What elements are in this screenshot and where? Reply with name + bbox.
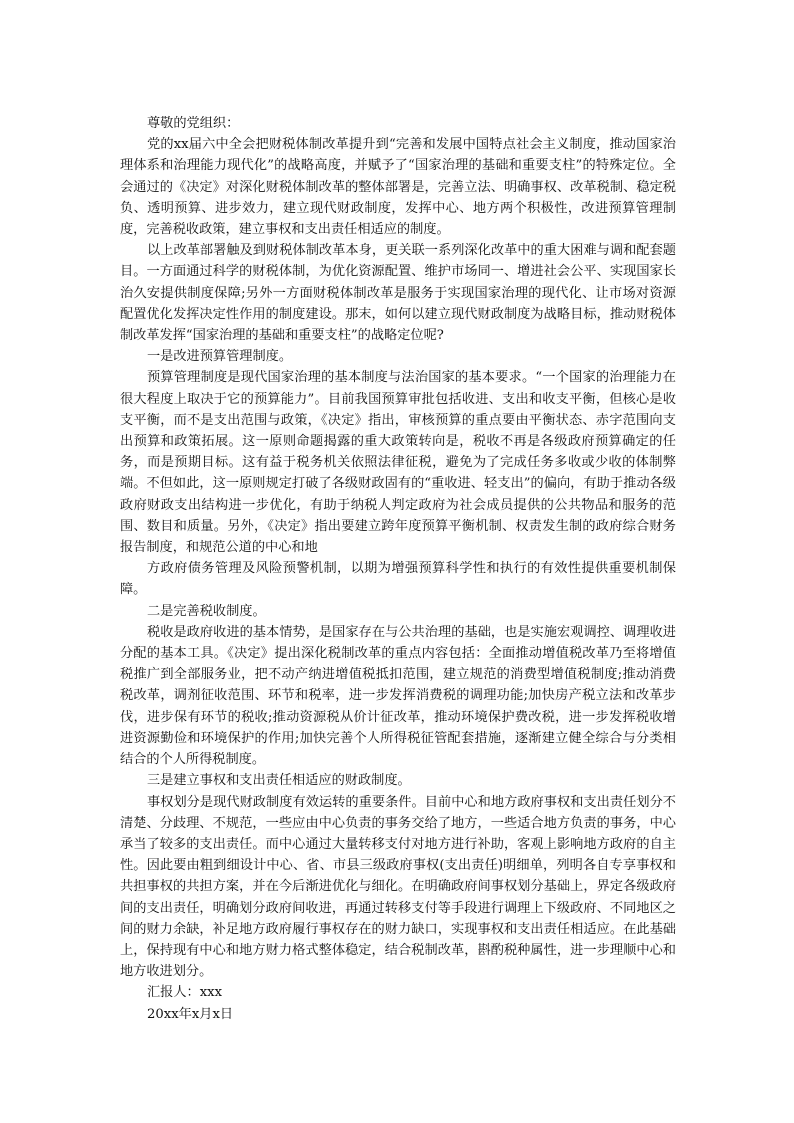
paragraph-tax: 税收是政府收进的基本情势，是国家存在与公共治理的基础，也是实施宏观调控、调理收进分配的基本工具。《决定》提出深化税制改革的重点内容包括：全面推动增值税改革乃至将增值税推广到全部服务业，把不动产纳进增值税抵扣范围，建立规范的消费型增值税制度;推动消费税改革，调剂征收范围、环节和税率，进一步发挥消费税的调理功能;加快房产税立法和改革步伐，进步保有环节的税收;推动资源税从价计征改革，推动环境保护费改税，进一步发挥税收增进资源勤俭和环境保护的作用;加快完善个人所得税征管配套措施，逐渐建立健全综合与分类相结合的个人所得税制度。: [120, 624, 676, 768]
paragraph-question: 以上改革部署触及到财税体制改革本身，更关联一系列深化改革中的重大困难与调和配套题目。一方面通过科学的财税体制，为优化资源配置、维护市场同一、增进社会公平、实现国家长治久安提供制度保障;另外一方面财税体制改革是服务于实现国家治理的现代化、让市场对资源配置优化发挥决定性作用的制度建设。那末，如何以建立现代财政制度为战略目标，推动财税体制改革发挥“国家治理的基础和重要支柱”的战略定位呢?: [120, 243, 676, 344]
date-line: 20xx年x月x日: [147, 1006, 234, 1022]
paragraph-budget-continued: 方政府债务管理及风险预警机制，以期为增强预算科学性和执行的有效性提供重要机制保障。: [120, 561, 676, 598]
paragraph-budget: 预算管理制度是现代国家治理的基本制度与法治国家的基本要求。“一个国家的治理能力在很大程度上取决于它的预算能力”。目前我国预算审批包括收进、支出和收支平衡，但核心是收支平衡，而不是支出范围与政策，《决定》指出，审核预算的重点要由平衡状态、赤字范围向支出预算和政策拓展。这一原则命题揭露的重大政策转向是，税收不再是各级政府预算确定的任务，而是预期目标。这有益于税务机关依照法律征税，避免为了完成任务多收或少收的体制弊端。不但如此，这一原则规定打破了各级财政固有的“重收进、轻支出”的偏向，有助于推动各级政府财政支出结构进一步优化，有助于纳税人判定政府为社会成员提供的公共物品和服务的范围、数目和质量。另外，《决定》指出要建立跨年度预算平衡机制、权责发生制的政府综合财务报告制度，和规范公道的中心和地: [120, 370, 676, 556]
salutation: 尊敬的党组织：: [147, 116, 240, 131]
paragraph-intro: 党的xx届六中全会把财税体制改革提升到“完善和发展中国特点社会主义制度，推动国家治理体系和治理能力现代化”的战略高度，并赋予了“国家治理的基础和重要支柱”的特殊定位。全会通过的《决定》对深化财税体制改革的整体部署是，完善立法、明确事权、改革税制、稳定税负、透明预算、进步效力，建立现代财政制度，发挥中心、地方两个积极性，改进预算管理制度，完善税收政策，建立事权和支出责任相适应的制度。: [120, 137, 676, 238]
paragraph-powers: 事权划分是现代财政制度有效运转的重要条件。目前中心和地方政府事权和支出责任划分不清楚、分歧理、不规范，一些应由中心负责的事务交给了地方，一些适合地方负责的事务，中心承当了较多的支出责任。而中心通过大量转移支付对地方进行补助，客观上影响地方政府的自主性。因此要由粗到细设计中心、省、市县三级政府事权(支出责任)明细单，列明各自专享事权和共担事权的共担方案，并在今后渐进优化与细化。在明确政府间事权划分基础上，界定各级政府间的支出责任，明确划分政府间收进，再通过转移支付等手段进行调理上下级政府、不同地区之间的财力余缺，补足地方政府履行事权存在的财力缺口，实现事权和支出责任相适应。在此基础上，保持现有中心和地方财力格式整体稳定，结合税制改革，斟酌税种属性，进一步理顺中心和地方收进划分。: [120, 794, 676, 980]
heading-budget: 一是改进预算管理制度。: [147, 349, 293, 365]
reporter-line: 汇报人：xxx: [147, 985, 223, 1001]
document-body: [120, 113, 676, 1025]
heading-powers: 三是建立事权和支出责任相适应的财政制度。: [147, 773, 411, 789]
heading-tax: 二是完善税收制度。: [147, 603, 266, 619]
